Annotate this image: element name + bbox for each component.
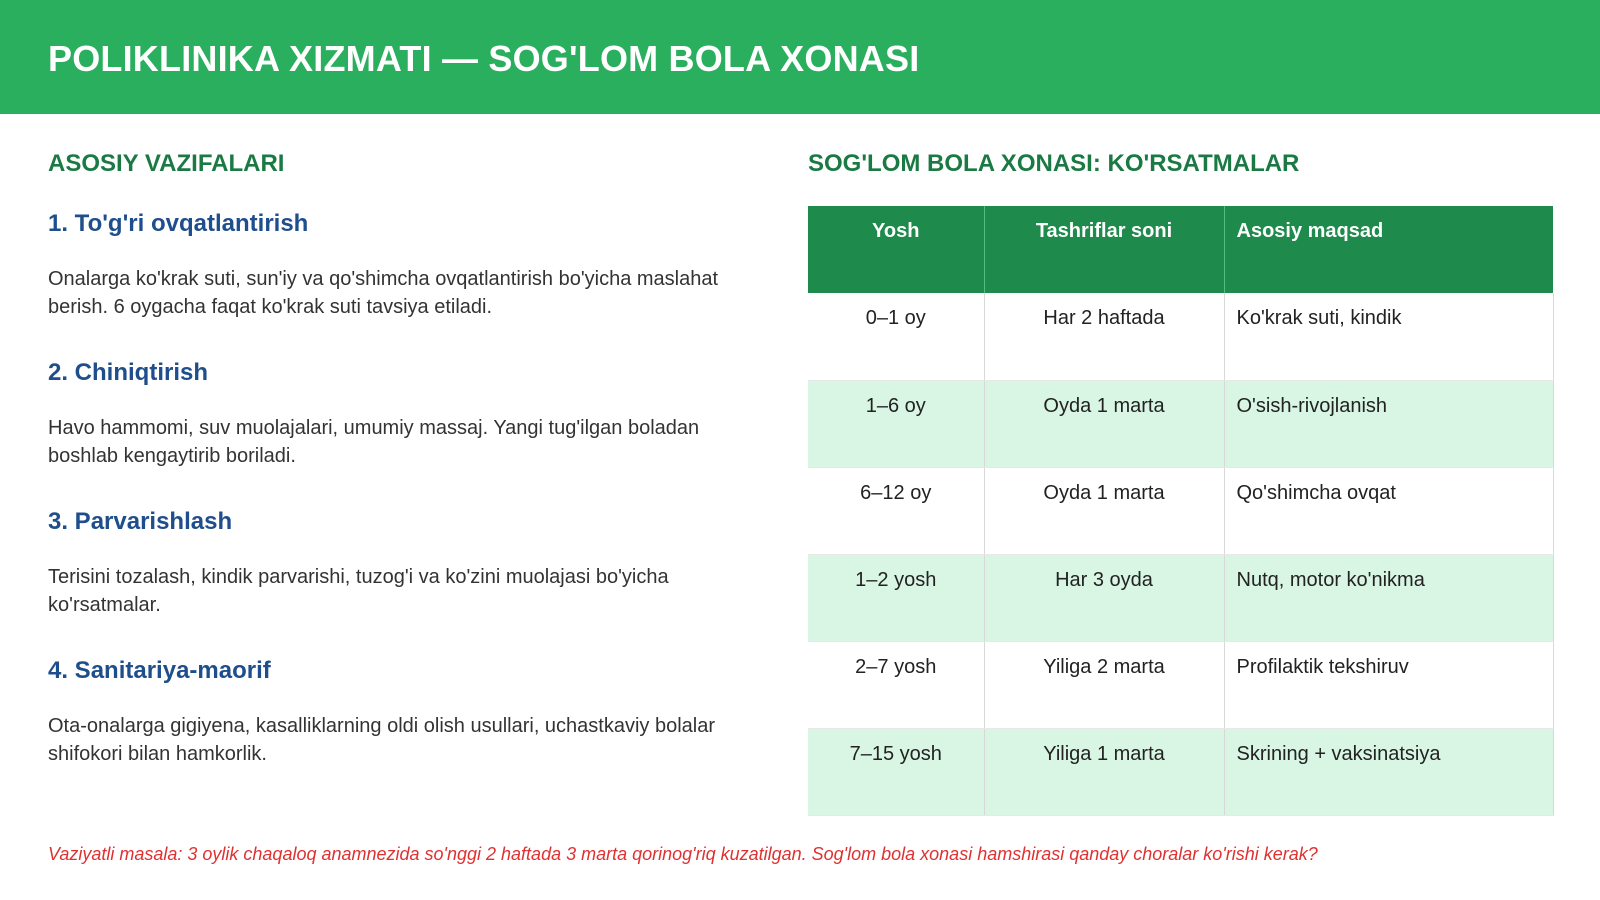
guidelines-column bbox=[808, 150, 1553, 765]
cell-age: 6–12 oy bbox=[808, 467, 984, 554]
cell-age: 1–2 yosh bbox=[808, 554, 984, 641]
column-header-visits: Tashriflar soni bbox=[984, 206, 1224, 293]
tasks-heading: ASOSIY VAZIFALARI bbox=[48, 150, 285, 177]
cell-visits: Oyda 1 marta bbox=[984, 380, 1224, 467]
task-item bbox=[48, 657, 768, 768]
cell-goal: Skrining + vaksinatsiya bbox=[1224, 728, 1553, 815]
task-title: 1. To'g'ri ovqatlantirish bbox=[48, 210, 309, 237]
cell-goal: Nutq, motor ko'nikma bbox=[1224, 554, 1553, 641]
table-header-row bbox=[808, 206, 1553, 293]
cell-visits: Har 3 oyda bbox=[984, 554, 1224, 641]
task-text: Havo hammomi, suv muolajalari, umumiy massaj. Yangi tug'ilgan boladan boshlab kengaytirib boriladi. bbox=[48, 417, 700, 467]
cell-visits: Yiliga 2 marta bbox=[984, 641, 1224, 728]
cell-goal: O'sish-rivojlanish bbox=[1224, 380, 1553, 467]
task-item bbox=[48, 359, 768, 470]
case-study-note: Vaziyatli masala: 3 oylik chaqaloq anamnezida so'nggi 2 haftada 3 marta qorinog'riq kuzatilgan. Sog'lom bola xonasi hamshirasi qanday choralar ko'rishi kerak? bbox=[48, 844, 1318, 864]
table-row bbox=[808, 380, 1553, 467]
header-bar bbox=[0, 0, 1600, 114]
cell-goal: Ko'krak suti, kindik bbox=[1224, 293, 1553, 380]
column-header-age: Yosh bbox=[808, 206, 984, 293]
cell-age: 7–15 yosh bbox=[808, 728, 984, 815]
cell-visits: Oyda 1 marta bbox=[984, 467, 1224, 554]
tasks-column bbox=[48, 150, 768, 765]
task-item bbox=[48, 508, 768, 619]
cell-age: 1–6 oy bbox=[808, 380, 984, 467]
task-item bbox=[48, 210, 768, 321]
guidelines-heading: SOG'LOM BOLA XONASI: KO'RSATMALAR bbox=[808, 150, 1300, 177]
task-title: 4. Sanitariya-maorif bbox=[48, 657, 271, 684]
cell-visits: Har 2 haftada bbox=[984, 293, 1224, 380]
page-title: POLIKLINIKA XIZMATI — SOG'LOM BOLA XONASI bbox=[48, 38, 920, 79]
guidelines-table bbox=[808, 206, 1554, 816]
task-text: Terisini tozalash, kindik parvarishi, tuzog'i va ko'zini muolajasi bo'yicha ko'rsatmalar. bbox=[48, 566, 669, 616]
task-text: Onalarga ko'krak suti, sun'iy va qo'shimcha ovqatlantirish bo'yicha maslahat berish. 6 oygacha faqat ko'krak suti tavsiya etiladi. bbox=[48, 268, 719, 318]
table-row bbox=[808, 728, 1553, 815]
task-text: Ota-onalarga gigiyena, kasalliklarning oldi olish usullari, uchastkaviy bolalar shifokori bilan hamkorlik. bbox=[48, 715, 716, 765]
cell-age: 2–7 yosh bbox=[808, 641, 984, 728]
task-title: 2. Chiniqtirish bbox=[48, 359, 209, 386]
table-row bbox=[808, 467, 1553, 554]
cell-age: 0–1 oy bbox=[808, 293, 984, 380]
table-row bbox=[808, 554, 1553, 641]
cell-visits: Yiliga 1 marta bbox=[984, 728, 1224, 815]
task-title: 3. Parvarishlash bbox=[48, 508, 233, 535]
column-header-goal: Asosiy maqsad bbox=[1224, 206, 1553, 293]
table-row bbox=[808, 641, 1553, 728]
table-row bbox=[808, 293, 1553, 380]
cell-goal: Qo'shimcha ovqat bbox=[1224, 467, 1553, 554]
cell-goal: Profilaktik tekshiruv bbox=[1224, 641, 1553, 728]
